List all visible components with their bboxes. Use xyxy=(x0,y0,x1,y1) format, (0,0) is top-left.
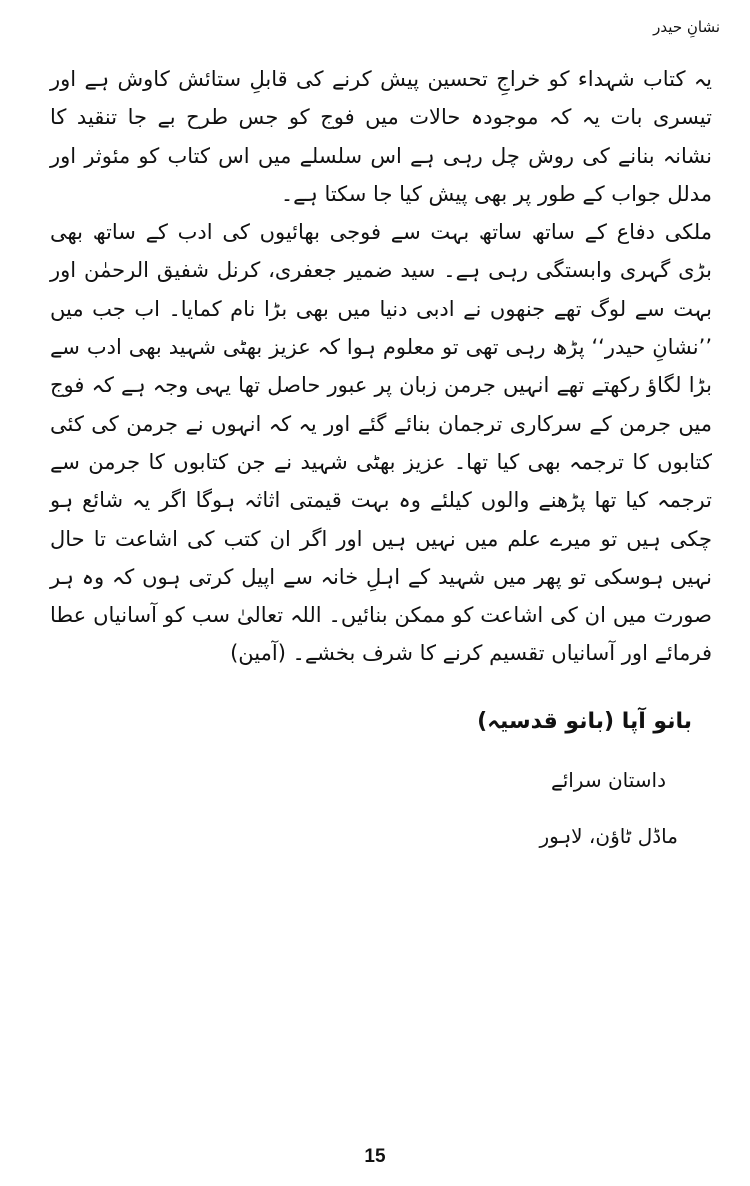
page-number: 15 xyxy=(364,1146,386,1167)
author-address-line-2: ماڈل ٹاؤن، لاہور xyxy=(539,824,678,848)
body-text xyxy=(50,60,712,673)
author-address-line-1: داستان سرائے xyxy=(550,768,666,792)
author-name: بانو آپا (بانو قدسیہ) xyxy=(477,709,692,734)
paragraph-1: یہ کتاب شہداء کو خراجِ تحسین پیش کرنے کی قابلِ ستائش کاوش ہے اور تیسری بات یہ کہ موجودہ حالات میں فوج کو جس طرح بے جا تنقید کا نشانہ بنانے کی روش چل رہی ہے اس سلسلے میں اس کتاب کو مئوثر اور مدلل جواب کے طور پر بھی پیش کیا جا سکتا ہے۔ xyxy=(50,67,712,206)
signature-block xyxy=(292,702,692,856)
running-header: نشانِ حیدر xyxy=(653,18,720,36)
paragraph-2: ملکی دفاع کے ساتھ ساتھ بہت سے فوجی بھائیوں کی ادب کے ساتھ بھی بڑی گہری وابستگی رہی ہے۔ سید ضمیر جعفری، کرنل شفیق الرحمٰن اور بہت سے لوگ تھے جنھوں نے ادبی دنیا میں بھی بڑا نام کمایا۔ اب جب میں ’’نشانِ حیدر‘‘ پڑھ رہی تھی تو معلوم ہوا کہ عزیز بھٹی شہید بھی ادب سے بڑا لگاؤ رکھتے تھے انہیں جرمن زبان پر عبور حاصل تھا یہی وجہ ہے کہ فوج میں جرمن کے سرکاری ترجمان بنائے گئے اور یہ کہ انہوں نے جرمن کی کئی کتابوں کا ترجمہ بھی کیا تھا۔ عزیز بھٹی شہید نے جن کتابوں کا جرمن سے ترجمہ کیا تھا پڑھنے والوں کیلئے وہ بہت قیمتی اثاثہ ہوگا اگر یہ شائع ہو چکی ہیں تو میرے علم میں نہیں ہیں اور اگر ان کتب کی اشاعت تا حال نہیں ہوسکی تو پھر میں شہید کے اہلِ خانہ سے اپیل کرتی ہوں کہ وہ ہر صورت میں ان کی اشاعت کو ممکن بنائیں۔ اللہ تعالیٰ سب کو آسانیاں عطا فرمائے اور آسانیاں تقسیم کرنے کا شرف بخشے۔ (آمین) xyxy=(50,220,712,666)
